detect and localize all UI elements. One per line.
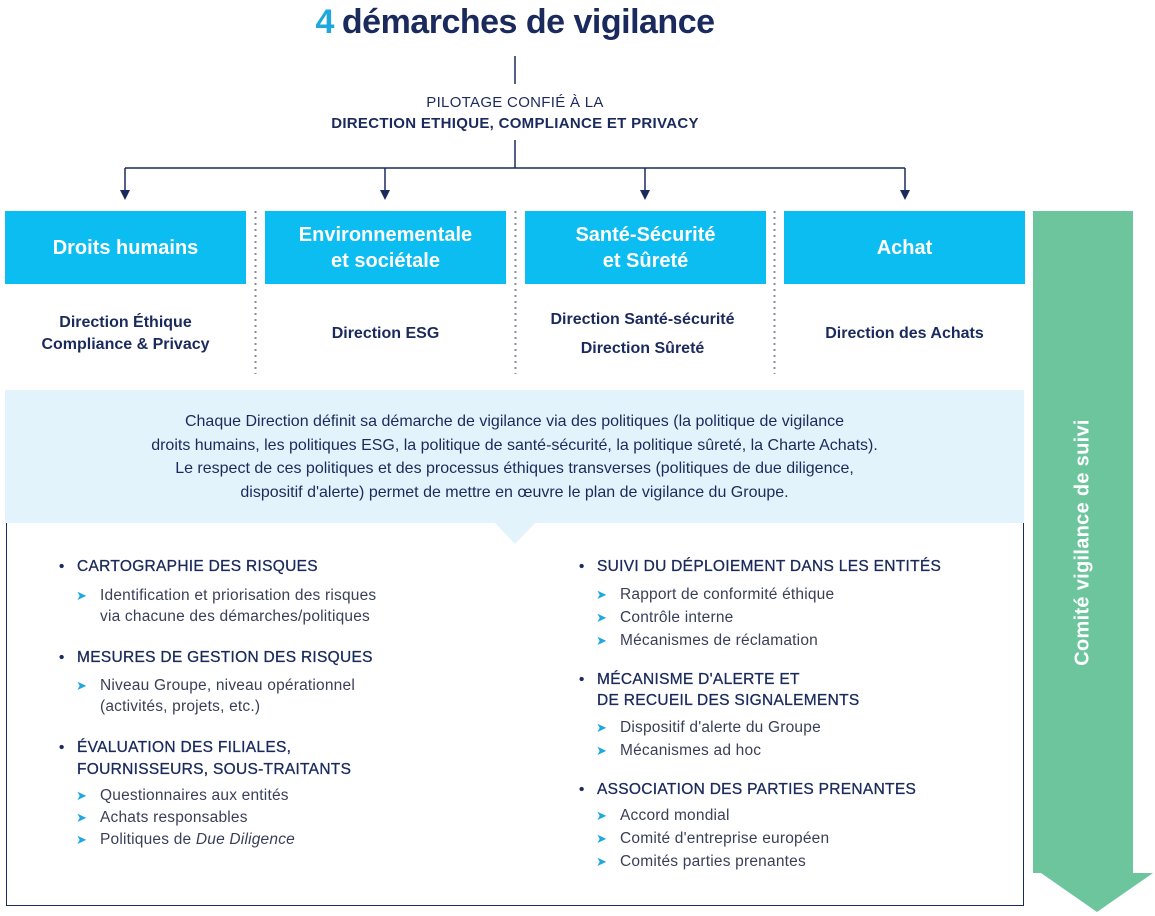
section-title-text: ASSOCIATION DES PARTIES PRENANTES	[597, 780, 917, 798]
item-text-emphasis: Due Diligence	[195, 831, 295, 848]
bullet-dot-icon: •	[59, 558, 65, 575]
chevron-arrow-icon: ➤	[596, 854, 608, 869]
section-title-text-line2: DE RECUEIL DES SIGNALEMENTS	[597, 692, 860, 709]
title-text: démarches de vigilance	[341, 3, 715, 41]
chevron-arrow-icon: ➤	[596, 632, 608, 648]
pillar-title-line2: et Sûreté	[602, 249, 689, 272]
chevron-arrow-icon: ➤	[596, 586, 608, 602]
item-text: Mécanismes de réclamation	[620, 631, 818, 649]
chevron-arrow-icon: ➤	[596, 609, 608, 625]
summary-line: Chaque Direction définit sa démarche de vigilance via des politiques (la politique de vigilance	[184, 413, 845, 430]
summary-line: dispositif d'alerte) permet de mettre en œuvre le plan de vigilance du Groupe.	[240, 483, 789, 501]
pilotage-line1: PILOTAGE CONFIÉ À LA	[426, 94, 604, 111]
chevron-arrow-icon: ➤	[596, 719, 608, 735]
chevron-arrow-icon: ➤	[76, 587, 88, 603]
chevron-arrow-icon: ➤	[76, 810, 88, 825]
bullet-dot-icon: •	[59, 739, 65, 756]
section-title-text: SUIVI DU DÉPLOIEMENT DANS LES ENTITÉS	[597, 558, 942, 575]
section-title-text: ÉVALUATION DES FILIALES,	[77, 739, 292, 756]
dept-line1: Direction Éthique	[59, 314, 192, 331]
item-text: Identification et priorisation des risques	[100, 586, 377, 604]
dept-line2: Compliance & Privacy	[41, 336, 210, 353]
item-text: Achats responsables	[100, 809, 248, 826]
item-text: Comité d'entreprise européen	[620, 830, 830, 847]
chevron-arrow-icon: ➤	[596, 742, 608, 758]
pillar-title: Environnementale	[298, 223, 473, 246]
chevron-arrow-icon: ➤	[596, 808, 608, 823]
follow-up-label	[1033, 211, 1133, 873]
section-title-text-line2: FOURNISSEURS, SOUS-TRAITANTS	[77, 760, 352, 778]
chevron-arrow-icon: ➤	[76, 788, 88, 803]
item-text: Questionnaires aux entités	[100, 787, 289, 804]
item-text: Niveau Groupe, niveau opérationnel	[100, 677, 355, 694]
bullet-dot-icon: •	[59, 648, 65, 666]
section-title-text: CARTOGRAPHIE DES RISQUES	[77, 558, 318, 575]
item-text-line2: via chacune des démarches/politiques	[100, 607, 370, 625]
dept-line1: Direction des Achats	[825, 325, 984, 342]
section-title-text: MÉCANISME D'ALERTE ET	[597, 670, 800, 688]
chevron-arrow-icon: ➤	[76, 678, 88, 693]
chevron-arrow-icon: ➤	[596, 831, 608, 846]
bullet-dot-icon: •	[579, 670, 585, 688]
section-title-text: MESURES DE GESTION DES RISQUES	[77, 648, 373, 666]
summary-line: Le respect de ces politiques et des processus éthiques transverses (politiques de due diligence,	[175, 460, 854, 477]
pillar-title-line2: et sociétale	[331, 249, 440, 272]
title-number: 4	[315, 3, 334, 41]
follow-up-label-text: Comité vigilance de suivi	[1071, 418, 1094, 666]
item-text: Dispositif d'alerte du Groupe	[620, 718, 821, 736]
item-text: Comités parties prenantes	[620, 853, 806, 870]
item-text-line2: (activités, projets, etc.)	[100, 698, 261, 715]
summary-line: droits humains, les politiques ESG, la politique de santé-sécurité, la politique sûreté, la Charte Achats).	[151, 436, 878, 454]
pillar-title: Achat	[876, 236, 933, 259]
item-text: Politiques de	[100, 831, 196, 848]
pillar-title: Santé-Sécurité	[575, 223, 716, 246]
bullet-dot-icon: •	[579, 780, 585, 798]
dept-line1: Direction Santé-sécurité	[550, 310, 735, 328]
dept-line1: Direction ESG	[331, 325, 440, 342]
pilotage-line2: DIRECTION ETHIQUE, COMPLIANCE ET PRIVACY	[331, 115, 699, 132]
item-text: Rapport de conformité éthique	[620, 585, 835, 603]
item-text: Contrôle interne	[620, 608, 734, 626]
bullet-dot-icon: •	[579, 558, 585, 575]
chevron-arrow-icon: ➤	[76, 832, 88, 847]
dept-line2: Direction Sûreté	[580, 339, 705, 357]
item-text: Mécanismes ad hoc	[620, 741, 762, 759]
pillar-title: Droits humains	[52, 236, 199, 259]
item-text: Accord mondial	[620, 807, 730, 824]
